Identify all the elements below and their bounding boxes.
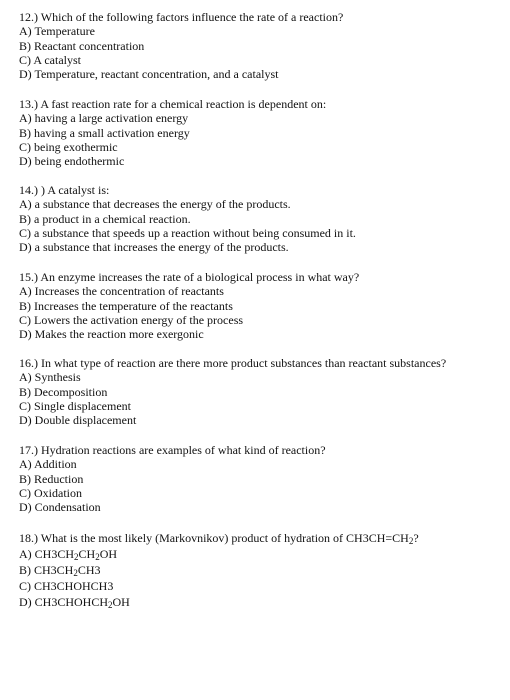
subscript: 2 (73, 568, 78, 578)
option-c: C) Lowers the activation energy of the process (19, 312, 244, 327)
subscript: 2 (74, 552, 79, 562)
option-b: B) a product in a chemical reaction. (19, 211, 191, 226)
option-c: C) a substance that speeds up a reaction without being consumed in it. (19, 225, 356, 240)
option-text: A) CH3CH (19, 547, 75, 561)
option-d: D) being endothermic (19, 154, 125, 169)
question-stem: 12.) Which of the following factors influence the rate of a reaction? (19, 10, 344, 24)
subscript: 2 (408, 536, 414, 546)
option-d: D) Makes the reaction more exergonic (19, 327, 204, 342)
option-d: D) Condensation (19, 500, 101, 515)
option-a: A) Synthesis (19, 370, 81, 385)
option-c: C) Oxidation (19, 485, 82, 500)
question-stem: 15.) An enzyme increases the rate of a biological process in what way? (19, 270, 360, 284)
question-18 (19, 530, 504, 610)
option-b: B) having a small activation energy (19, 125, 190, 140)
option-text: CH3 (77, 563, 101, 577)
question-stem: 16.) In what type of reaction are there more product substances than reactant substances? (19, 356, 447, 370)
option-a: A) Increases the concentration of reactants (19, 284, 224, 299)
question-stem: 14.) ) A catalyst is: (19, 183, 110, 197)
question-13 (19, 97, 504, 168)
option-b (19, 562, 504, 578)
subscript: 2 (95, 552, 100, 562)
option-text: OH (99, 547, 118, 561)
option-a: A) Temperature (19, 24, 95, 39)
question-stem: 17.) Hydration reactions are examples of what kind of reaction? (19, 443, 326, 457)
question-12 (19, 10, 504, 81)
option-b: B) Increases the temperature of the reactants (19, 298, 233, 313)
option-c (19, 578, 504, 594)
option-c: C) A catalyst (19, 52, 81, 67)
option-c: C) being exothermic (19, 139, 118, 154)
stem-text: 18.) What is the most likely (Markovnikov) product of hydration of CH3CH=CH (19, 531, 409, 545)
option-text: C) CH3CHOHCH3 (19, 579, 114, 593)
option-text: B) CH3CH (19, 563, 74, 577)
option-d: D) a substance that increases the energy of the products. (19, 240, 289, 255)
question-14 (19, 183, 504, 254)
option-b: B) Reactant concentration (19, 38, 145, 53)
option-c: C) Single displacement (19, 398, 131, 413)
option-text: OH (112, 595, 130, 609)
question-stem: 13.) A fast reaction rate for a chemical reaction is dependent on: (19, 97, 327, 111)
question-16 (19, 356, 504, 427)
option-d (19, 594, 504, 610)
stem-text: ? (413, 531, 419, 545)
option-a: A) Addition (19, 457, 77, 472)
option-text: D) CH3CHOHCH (19, 595, 109, 609)
subscript: 2 (108, 600, 113, 610)
option-a: A) having a large activation energy (19, 111, 189, 126)
question-stem (19, 530, 504, 546)
option-a: A) a substance that decreases the energy of the products. (19, 197, 291, 212)
option-b: B) Reduction (19, 471, 84, 486)
option-text: CH (78, 547, 96, 561)
option-a (19, 546, 504, 562)
option-d: D) Double displacement (19, 413, 137, 428)
question-15 (19, 270, 504, 341)
question-17 (19, 443, 504, 514)
option-b: B) Decomposition (19, 384, 108, 399)
option-d: D) Temperature, reactant concentration, and a catalyst (19, 67, 279, 82)
